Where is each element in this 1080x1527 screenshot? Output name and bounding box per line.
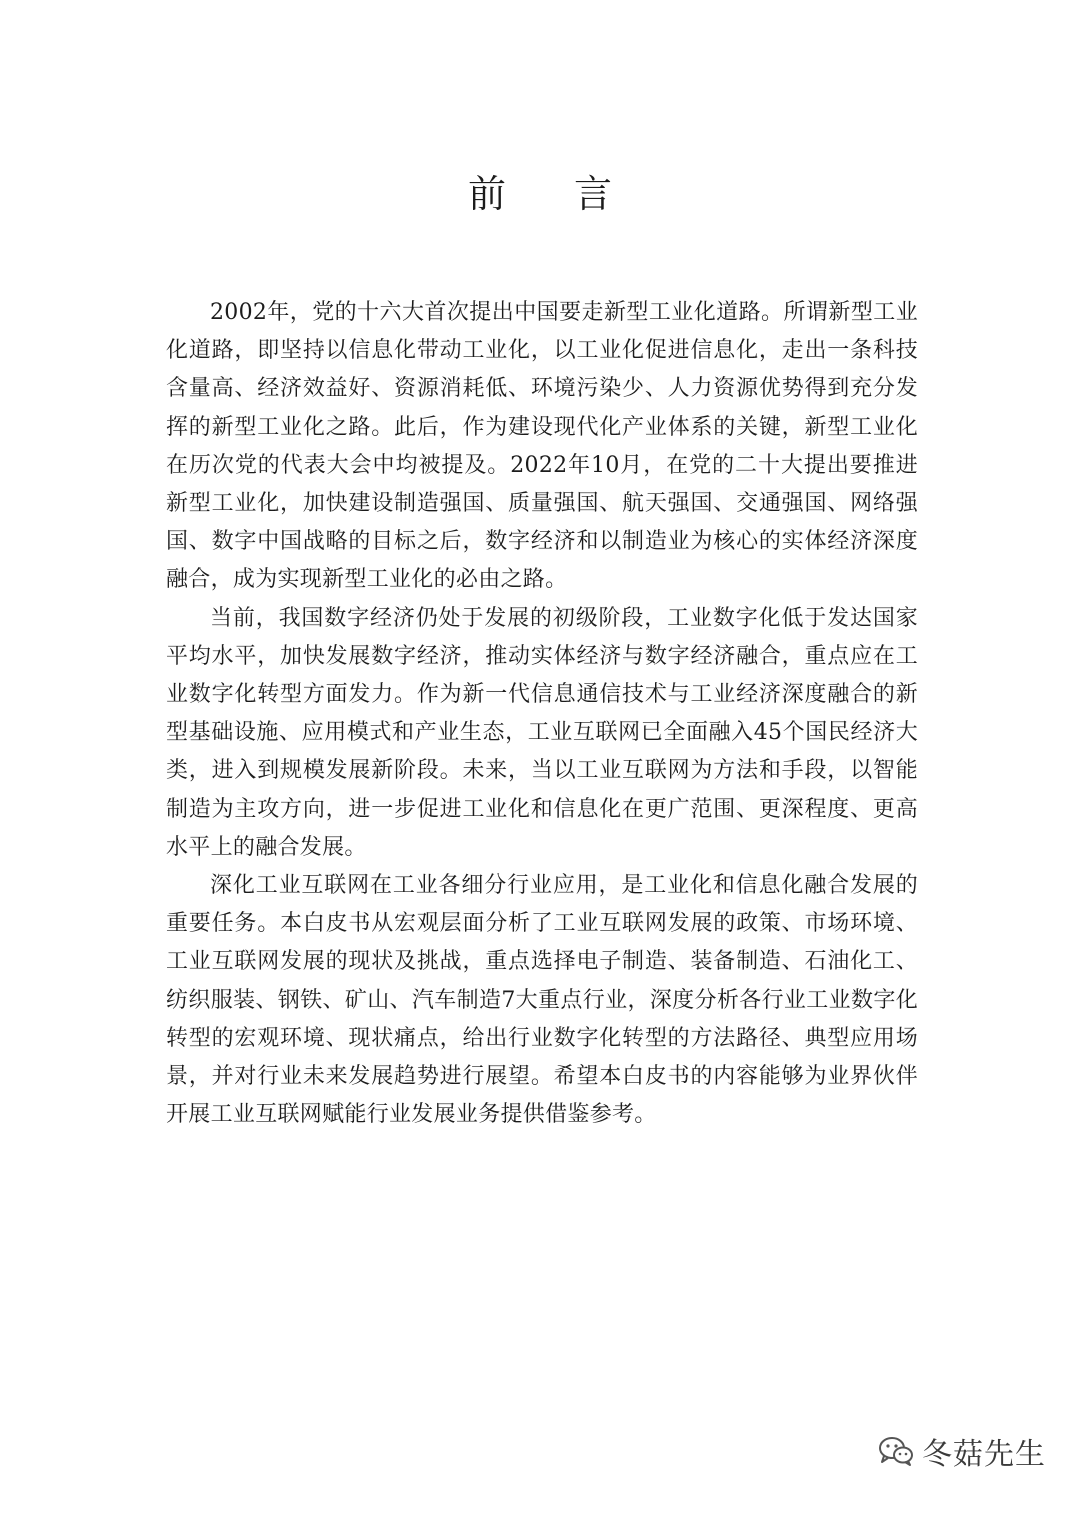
page-title: 前 言 [467,172,641,216]
watermark-text: 冬菇先生 [922,1437,1046,1472]
wechat-icon [878,1435,914,1467]
preface-body [166,294,918,1134]
watermark [878,1429,1046,1473]
paragraph-3: 深化工业互联网在工业各细分行业应用，是工业化和信息化融合发展的重要任务。本白皮书从宏观层面分析了工业互联网发展的政策、市场环境、工业互联网发展的现状及挑战，重点选择电子制造、装备制造、石油化工、纺织服装、钢铁、矿山、汽车制造7大重点行业，深度分析各行业工业数字化转型的宏观环境、现状痛点，给出行业数字化转型的方法路径、典型应用场景，并对行业未来发展趋势进行展望。希望本白皮书的内容能够为业界伙伴开展工业互联网赋能行业发展业务提供借鉴参考。 [166,873,918,1128]
paragraph-1: 2002年，党的十六大首次提出中国要走新型工业化道路。所谓新型工业化道路，即坚持以信息化带动工业化，以工业化促进信息化，走出一条科技含量高、经济效益好、资源消耗低、环境污染少、人力资源优势得到充分发挥的新型工业化之路。此后，作为建设现代化产业体系的关键，新型工业化在历次党的代表大会中均被提及。2022年10月，在党的二十大提出要推进新型工业化，加快建设制造强国、质量强国、航天强国、交通强国、网络强国、数字中国战略的目标之后，数字经济和以制造业为核心的实体经济深度融合，成为实现新型工业化的必由之路。 [166,300,918,593]
paragraph-2: 当前，我国数字经济仍处于发展的初级阶段，工业数字化低于发达国家平均水平，加快发展数字经济，推动实体经济与数字经济融合，重点应在工业数字化转型方面发力。作为新一代信息通信技术与工业经济深度融合的新型基础设施、应用模式和产业生态，工业互联网已全面融入45个国民经济大类，进入到规模发展新阶段。未来，当以工业互联网为方法和手段，以智能制造为主攻方向，进一步促进工业化和信息化在更广范围、更深程度、更高水平上的融合发展。 [166,605,918,860]
